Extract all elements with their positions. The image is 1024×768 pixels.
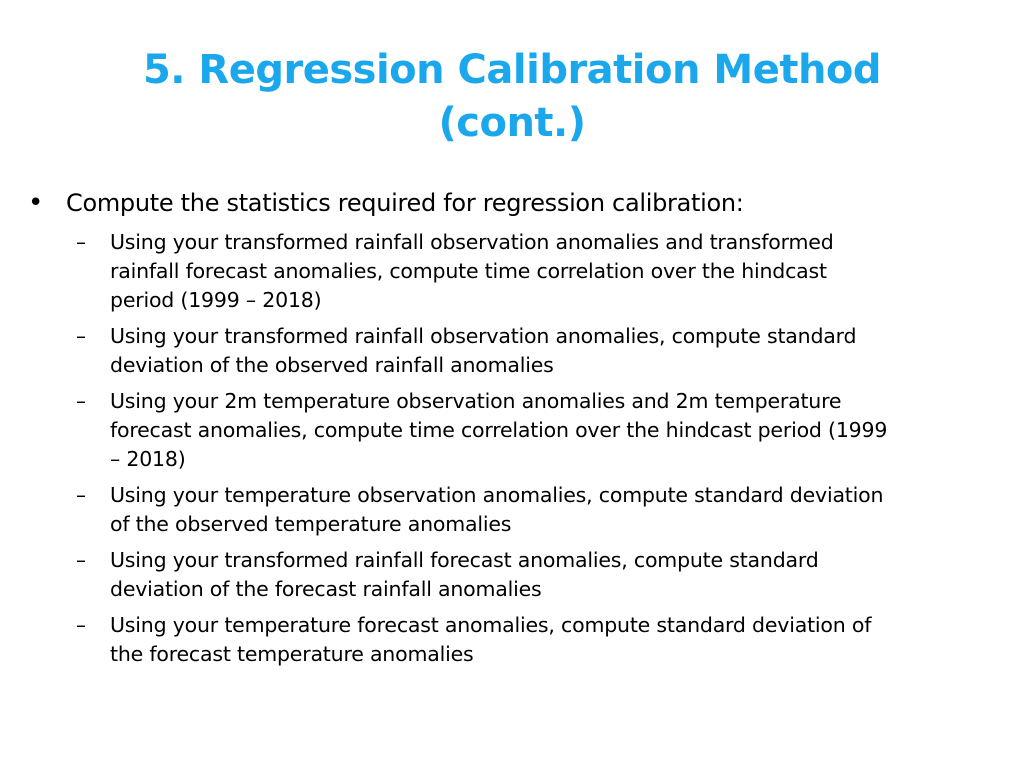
slide-title-line-2: (cont.) <box>438 100 586 146</box>
sub-bullet-item <box>76 611 976 669</box>
slide-title-line-1: 5. Regression Calibration Method <box>142 47 882 93</box>
dash-marker: – <box>76 483 86 507</box>
bullet-marker: • <box>28 188 44 218</box>
sub-bullet-text: Using your transformed rainfall observation anomalies and transformed rainfall forecast anomalies, compute time correlation over the hindcast period (1999 – 2018) <box>110 230 834 312</box>
sub-bullet-item <box>76 546 976 604</box>
dash-marker: – <box>76 324 86 348</box>
dash-marker: – <box>76 389 86 413</box>
sub-bullet-item <box>76 228 976 315</box>
main-bullet <box>28 186 988 220</box>
dash-marker: – <box>76 230 86 254</box>
sub-bullet-text: Using your temperature forecast anomalies, compute standard deviation of the forecast temperature anomalies <box>110 613 872 666</box>
sub-bullet-text: Using your 2m temperature observation anomalies and 2m temperature forecast anomalies, compute time correlation over the hindcast period (1999 – 2018) <box>110 389 888 471</box>
sub-bullet-text: Using your temperature observation anomalies, compute standard deviation of the observed temperature anomalies <box>110 483 884 536</box>
sub-bullet-item <box>76 387 976 474</box>
dash-marker: – <box>76 613 86 637</box>
sub-bullet-text: Using your transformed rainfall observation anomalies, compute standard deviation of the observed rainfall anomalies <box>110 324 857 377</box>
main-bullet-text: Compute the statistics required for regression calibration: <box>66 189 744 217</box>
dash-marker: – <box>76 548 86 572</box>
sub-bullet-item <box>76 481 976 539</box>
sub-bullet-list <box>76 228 976 676</box>
slide-title <box>0 44 1024 150</box>
sub-bullet-text: Using your transformed rainfall forecast anomalies, compute standard deviation of the forecast rainfall anomalies <box>110 548 819 601</box>
sub-bullet-item <box>76 322 976 380</box>
